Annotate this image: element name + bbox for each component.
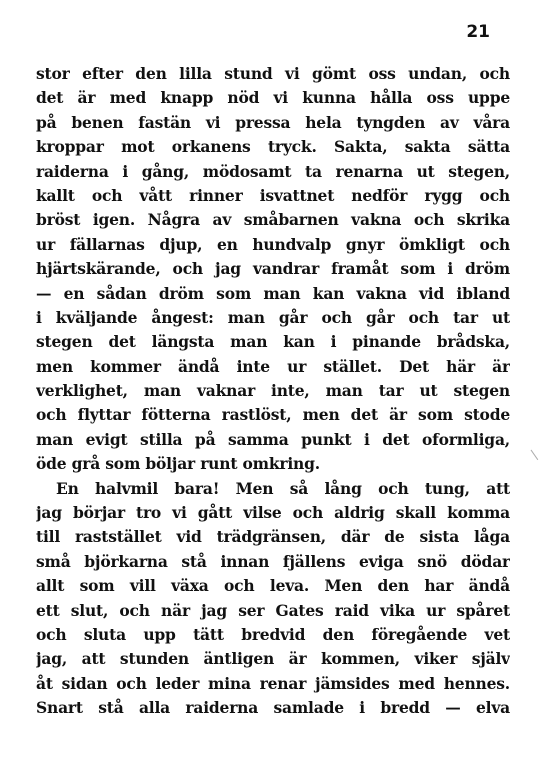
text-line: bröst igen. Några av småbarnen vakna och skrika: [36, 210, 510, 230]
text-line: till raststället vid trädgränsen, där de sista låga: [36, 527, 510, 547]
text-line: men kommer ändå inte ur stället. Det här är: [36, 356, 510, 376]
text-line: på benen fastän vi pressa hela tyngden av våra: [36, 112, 510, 132]
text-line: ett slut, och när jag ser Gates raid vika ur spåret: [36, 600, 510, 620]
text-line: och sluta upp tätt bredvid den föregående vet: [36, 624, 510, 644]
text-line: jag börjar tro vi gått vilse och aldrig skall komma: [36, 503, 510, 523]
margin-mark: [531, 444, 547, 460]
text-line: Snart stå alla raiderna samlade i bredd — elva: [36, 698, 510, 718]
text-line: och flyttar fötterna rastlöst, men det är som stode: [36, 405, 510, 425]
paragraph-end-line: öde grå som böljar runt omkring.: [36, 454, 320, 474]
text-line: i kväljande ångest: man går och går och tar ut: [36, 307, 510, 327]
paragraph-start-line: En halvmil bara! Men så lång och tung, att: [56, 478, 510, 498]
text-line: stor efter den lilla stund vi gömt oss undan, och: [36, 64, 510, 83]
text-line: hjärtskärande, och jag vandrar framåt som i dröm: [36, 259, 510, 279]
text-line: kroppar mot orkanens tryck. Sakta, sakta sätta: [36, 137, 510, 157]
text-line: åt sidan och leder mina renar jämsides med hennes.: [36, 673, 510, 693]
text-line: det är med knapp nöd vi kunna hålla oss uppe: [36, 88, 510, 108]
text-line: jag, att stunden äntligen är kommen, viker själv: [36, 649, 510, 669]
text-line: ur fällarnas djup, en hundvalp gnyr ömkligt och: [36, 234, 510, 254]
text-line: små björkarna stå innan fjällens eviga snö dödar: [36, 551, 510, 571]
text-line: stegen det längsta man kan i pinande brådska,: [36, 332, 510, 352]
text-line: verklighet, man vaknar inte, man tar ut stegen: [36, 381, 510, 401]
body-text: [36, 62, 510, 721]
text-line: raiderna i gång, mödosamt ta renarna ut stegen,: [36, 161, 510, 181]
text-line: man evigt stilla på samma punkt i det oformliga,: [36, 429, 510, 449]
text-line: — en sådan dröm som man kan vakna vid ibland: [36, 283, 510, 303]
page-number: 21: [466, 22, 490, 42]
text-line: allt som vill växa och leva. Men den har ändå: [36, 576, 510, 596]
text-line: kallt och vått rinner isvattnet nedför rygg och: [36, 185, 510, 205]
